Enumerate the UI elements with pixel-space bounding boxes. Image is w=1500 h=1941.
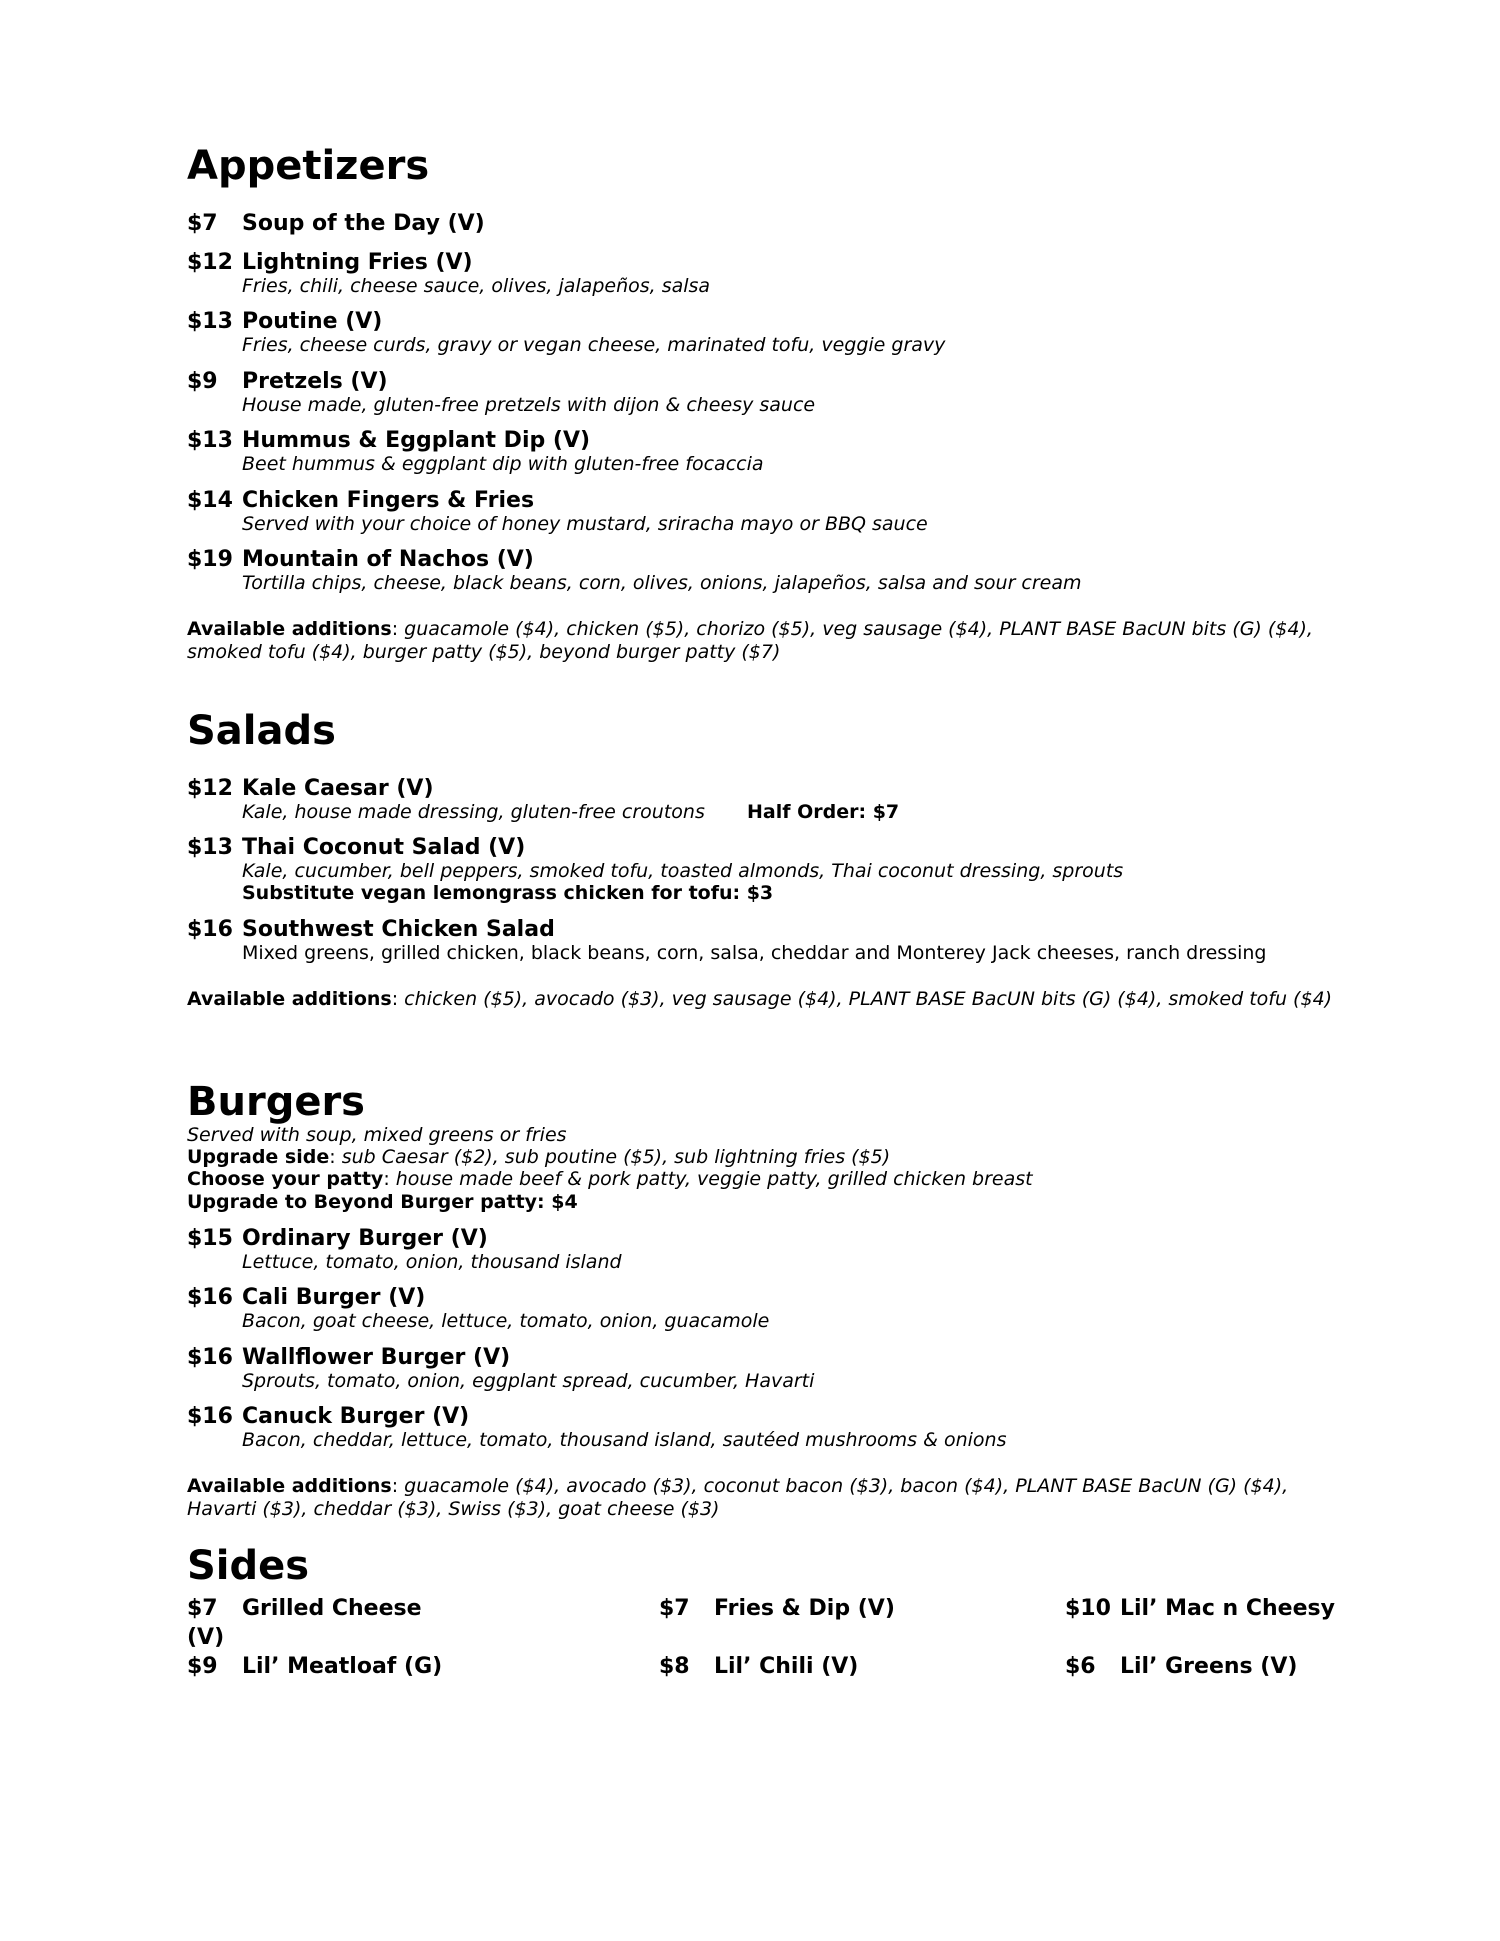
burgers-served-with: Served with soup, mixed greens or fries: [187, 1124, 567, 1146]
item-price: $12: [187, 776, 233, 801]
item-price: $19: [187, 547, 233, 572]
item-description: Bacon, goat cheese, lettuce, tomato, onion, guacamole: [242, 1310, 770, 1332]
item-name: Cali Burger (V): [242, 1285, 426, 1310]
burgers-upgrade-side: Upgrade side: sub Caesar ($2), sub poutine ($5), sub lightning fries ($5): [187, 1146, 891, 1168]
side-item: [659, 1654, 858, 1680]
item-description: Tortilla chips, cheese, black beans, corn, olives, onions, jalapeños, salsa and sour cream: [242, 572, 1082, 594]
item-price: $7: [187, 211, 218, 236]
item-name: Soup of the Day (V): [242, 211, 485, 236]
item-price: $16: [187, 917, 233, 942]
item-name: Kale Caesar (V): [242, 776, 434, 801]
item-description: Fries, chili, cheese sauce, olives, jalapeños, salsa: [242, 275, 711, 297]
item-description: House made, gluten-free pretzels with dijon & cheesy sauce: [242, 394, 816, 416]
item-description: Fries, cheese curds, gravy or vegan cheese, marinated tofu, veggie gravy: [242, 334, 946, 356]
item-name: Canuck Burger (V): [242, 1404, 470, 1429]
side-name: Lil’ Mac n Cheesy: [1120, 1596, 1335, 1621]
additions-label: Available additions: [187, 618, 392, 640]
side-item: [187, 1596, 422, 1622]
side-name: Lil’ Greens (V): [1120, 1654, 1298, 1679]
side-item: [187, 1654, 442, 1680]
side-name: Lil’ Chili (V): [714, 1654, 859, 1679]
side-price: $6: [1065, 1654, 1096, 1679]
burgers-heading: Burgers: [187, 1079, 365, 1125]
item-price: $13: [187, 835, 233, 860]
beyond-upgrade: Upgrade to Beyond Burger patty: $4: [187, 1191, 578, 1213]
additions-label: Available additions: [187, 1475, 392, 1497]
salads-heading: Salads: [187, 708, 336, 754]
appetizers-heading: Appetizers: [187, 143, 430, 189]
side-price: $9: [187, 1654, 218, 1679]
item-name: Mountain of Nachos (V): [242, 547, 534, 572]
side-name: Fries & Dip (V): [714, 1596, 895, 1621]
item-price: $14: [187, 488, 233, 513]
item-name: Southwest Chicken Salad: [242, 917, 555, 942]
item-name: Chicken Fingers & Fries: [242, 488, 535, 513]
upgrade-label: Upgrade side: [187, 1146, 330, 1168]
item-name: Wallflower Burger (V): [242, 1345, 511, 1370]
item-price: $16: [187, 1285, 233, 1310]
side-item: [1065, 1654, 1297, 1680]
patty-text: house made beef & pork patty, veggie patty, grilled chicken breast: [395, 1168, 1033, 1190]
burgers-additions: Available additions: guacamole ($4), avocado ($3), coconut bacon ($3), bacon ($4), PLANT BASE BacUN (G) ($4), Havarti ($3), cheddar ($3), Swiss ($3), goat cheese ($3): [187, 1475, 1289, 1520]
substitute-note: Substitute vegan lemongrass chicken for tofu: $3: [242, 882, 774, 904]
side-price: $10: [1065, 1596, 1111, 1621]
item-price: $13: [187, 309, 233, 334]
item-name: Hummus & Eggplant Dip (V): [242, 428, 591, 453]
patty-label: Choose your patty: [187, 1168, 384, 1190]
additions-label: Available additions: [187, 988, 392, 1010]
item-name: Poutine (V): [242, 309, 383, 334]
item-name: Lightning Fries (V): [242, 250, 473, 275]
half-order-price: Half Order: $7: [747, 801, 900, 823]
side-item: [659, 1596, 895, 1622]
item-description: Kale, cucumber, bell peppers, smoked tofu, toasted almonds, Thai coconut dressing, sprouts: [242, 860, 1124, 882]
item-description: Served with your choice of honey mustard, sriracha mayo or BBQ sauce: [242, 513, 928, 535]
side-price: $8: [659, 1654, 690, 1679]
additions-text: guacamole ($4), chicken ($5), chorizo ($5), veg sausage ($4), PLANT BASE BacUN bits (G) ($4), smoked tofu ($4), burger patty ($5), beyond burger patty ($7): [187, 618, 1313, 663]
item-description: Sprouts, tomato, onion, eggplant spread, cucumber, Havarti: [242, 1370, 815, 1392]
item-price: $15: [187, 1226, 233, 1251]
item-name: Pretzels (V): [242, 369, 388, 394]
burgers-choose-patty: Choose your patty: house made beef & pork patty, veggie patty, grilled chicken breast: [187, 1168, 1033, 1190]
item-description: Mixed greens, grilled chicken, black beans, corn, salsa, cheddar and Monterey Jack cheeses, ranch dressing: [242, 942, 1267, 964]
item-description: Bacon, cheddar, lettuce, tomato, thousand island, sautéed mushrooms & onions: [242, 1429, 1007, 1451]
item-name: Ordinary Burger (V): [242, 1226, 488, 1251]
item-description: Beet hummus & eggplant dip with gluten-free focaccia: [242, 453, 764, 475]
item-description: Lettuce, tomato, onion, thousand island: [242, 1251, 622, 1273]
additions-text: guacamole ($4), avocado ($3), coconut bacon ($3), bacon ($4), PLANT BASE BacUN (G) ($4), Havarti ($3), cheddar ($3), Swiss ($3), goat cheese ($3): [187, 1475, 1289, 1520]
side-name: Grilled Cheese: [242, 1596, 422, 1621]
appetizers-additions: Available additions: guacamole ($4), chicken ($5), chorizo ($5), veg sausage ($4), PLANT BASE BacUN bits (G) ($4), smoked tofu ($4), burger patty ($5), beyond burger patty ($7): [187, 618, 1313, 663]
item-name: Thai Coconut Salad (V): [242, 835, 526, 860]
side-price: $7: [187, 1596, 218, 1621]
side-name: Lil’ Meatloaf (G): [242, 1654, 443, 1679]
item-price: $16: [187, 1345, 233, 1370]
item-price: $13: [187, 428, 233, 453]
salads-additions: Available additions: chicken ($5), avocado ($3), veg sausage ($4), PLANT BASE BacUN bits (G) ($4), smoked tofu ($4): [187, 988, 1333, 1010]
upgrade-text: sub Caesar ($2), sub poutine ($5), sub lightning fries ($5): [341, 1146, 891, 1168]
item-price: $12: [187, 250, 233, 275]
additions-text: chicken ($5), avocado ($3), veg sausage ($4), PLANT BASE BacUN bits (G) ($4), smoked tofu ($4): [404, 988, 1333, 1010]
sides-heading: Sides: [187, 1543, 310, 1589]
item-price: $16: [187, 1404, 233, 1429]
side-tag: (V): [187, 1625, 225, 1650]
side-item: [1065, 1596, 1335, 1622]
item-price: $9: [187, 369, 218, 394]
item-description: Kale, house made dressing, gluten-free croutons: [242, 801, 705, 823]
side-price: $7: [659, 1596, 690, 1621]
